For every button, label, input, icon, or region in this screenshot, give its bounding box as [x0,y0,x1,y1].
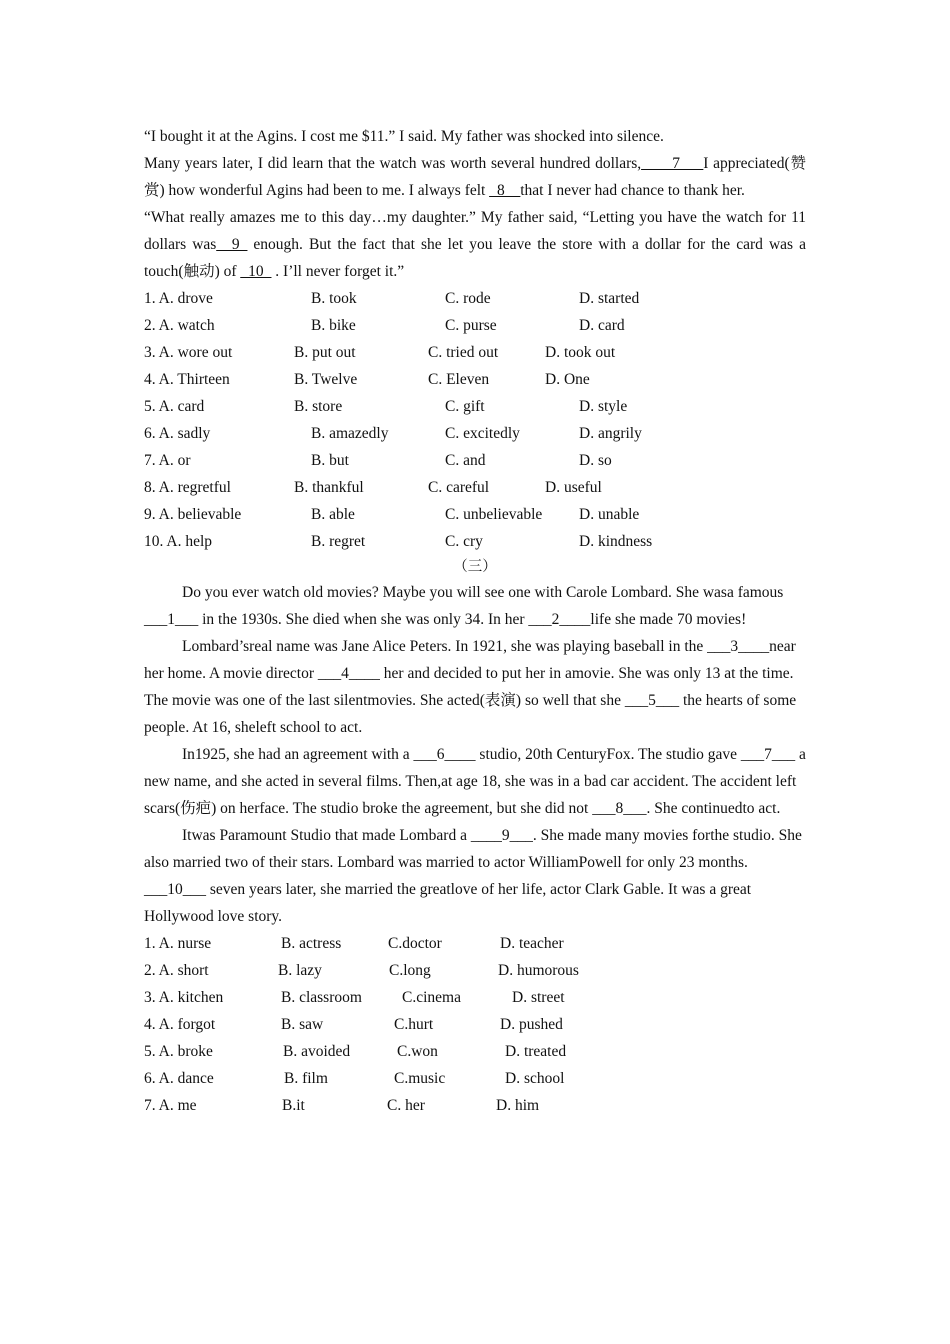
section-heading: （三） [453,559,497,575]
passage-paragraph: Lombard’sreal name was Jane Alice Peters. In 1921, she was playing baseball in the ___3____near her home. A movie director ___4____ her and decided to put her in amovie. She was only 13 at the time. The movie was one of the last silentmovies. She acted(表演) so well that she ___5___ the hearts of some people. At 16, sheleft school to act. [144,638,797,736]
option-row: 1. A. drove B. took C. rode D. started [144,290,640,307]
option-row: 10. A. help B. regret C. cry D. kindness [144,533,653,550]
blank-7: ____7___ [641,155,704,172]
passage-paragraph: Do you ever watch old movies? Maybe you will see one with Carole Lombard. She wasa famous ___1___ in the 1930s. She died when she was only 34. In her ___2____life she made 70 movies! [144,584,784,628]
blank-10: _10_ [240,263,272,280]
passage-paragraph: “What really amazes me to this day…my daughter.” My father said, “Letting you have the watch for 11 dollars was__9_ enough. But the fact that she let you leave the store with a dollar for the card was a touch(触动) of _10_ . I’ll never forget it.” [144,209,806,280]
option-row: 7. A. me B.it C. her D. him [144,1097,540,1114]
option-row: 1. A. nurse B. actress C.doctor D. teacher [144,935,564,952]
option-row: 5. A. card B. store C. gift D. style [144,398,628,415]
option-row: 5. A. broke B. avoided C.won D. treated [144,1043,567,1060]
option-row: 6. A. dance B. film C.music D. school [144,1070,565,1087]
options-list [144,930,806,1119]
option-row: 4. A. Thirteen B. Twelve C. Eleven D. One [144,371,590,388]
passage-paragraph: Itwas Paramount Studio that made Lombard a ____9___. She made many movies forthe studio. She also married two of their stars. Lombard was married to actor WilliamPowell for only 23 months. ___10___ seven years later, she married the greatlove of her life, actor Clark Gable. It was a great Hollywood love story. [144,827,802,925]
option-row: 4. A. forgot B. saw C.hurt D. pushed [144,1016,563,1033]
passage-paragraph: “I bought it at the Agins. I cost me $11.” I said. My father was shocked into silence. [144,128,664,145]
document-page [144,123,806,1119]
option-row: 8. A. regretful B. thankful C. careful D. useful [144,479,602,496]
option-row: 2. A. short B. lazy C.long D. humorous [144,962,579,979]
option-row: 7. A. or B. but C. and D. so [144,452,612,469]
option-row: 3. A. kitchen B. classroom C.cinema D. street [144,989,565,1006]
option-row: 3. A. wore out B. put out C. tried out D. took out [144,344,616,361]
passage-paragraph: Many years later, I did learn that the watch was worth several hundred dollars,____7___I appreciated(赞赏) how wonderful Agins had been to me. I always felt _8__that I never had chance to thank her. [144,155,807,199]
option-row: 6. A. sadly B. amazedly C. excitedly D. angrily [144,425,642,442]
option-row: 9. A. believable B. able C. unbelievable D. unable [144,506,640,523]
passage-paragraph: In1925, she had an agreement with a ___6____ studio, 20th CenturyFox. The studio gave ___7___ a new name, and she acted in several films. Then,at age 18, she was in a bad car accident. The accident left scars(伤疤) on herface. The studio broke the agreement, but she did not ___8___. She continuedto act. [144,746,806,817]
options-list [144,285,806,555]
blank-8: _8__ [489,182,521,199]
option-row: 2. A. watch B. bike C. purse D. card [144,317,625,334]
blank-9: __9_ [216,236,248,253]
